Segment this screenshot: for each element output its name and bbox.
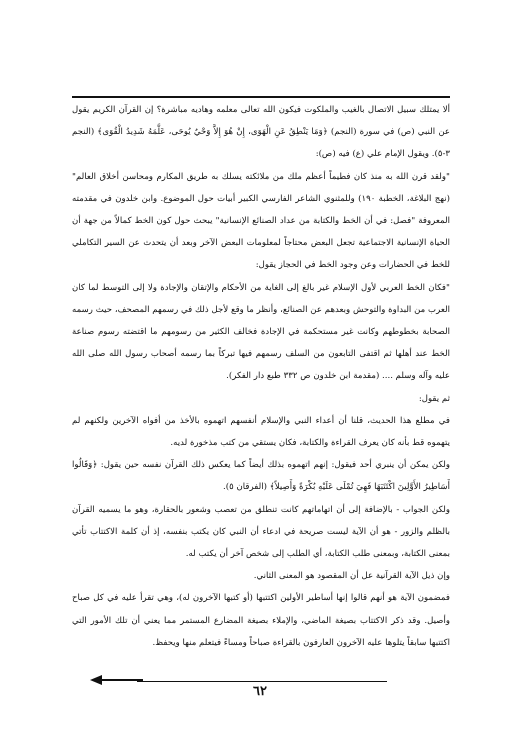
paragraph-9: فمضمون الآية هو أنهم قالوا إنها أساطير الأولين اكتتبها (أو كتبها الآخرون له)، وهي تقرأ عليه في كل صباح وأصيل. وقد ذكر الاكتتاب بصيغة الماضي، والإملاء بصيغة المضارع المستمر مما يعني أن تلك الأمور التي اكتتبها سابقاً يتلوها عليه الآخرون العارفون بالقراءة صباحاً ومساءً فيتعلم منها ويحفظ.	[72, 593, 450, 648]
paragraph-2: "ولقد قرن الله به منذ كان فطيماً أعظم ملك من ملائكته يسلك به طريق المكارم ومحاسن أخلاق العالم" (نهج البلاغة، الخطبة ١٩٠) وللمثنوي الشاعر الفارسي الكبير أبيات حول الموضوع. وابن خلدون في مقدمته المعروفة "فصل: في أن الخط والكتابة من عداد الصنائع الإنسانية" يبحث حول كون الخط كمالاً من جهة أن الحياة الإنسانية الاجتماعية تجعل البعض محتاجاً لمعلومات البعض الآخر وبعد أن يتحدث عن السير التكاملي للخط في الحضارات وعن وجود الخط في الحجاز يقول:	[72, 171, 450, 271]
paragraph-4: ثم يقول:	[418, 393, 450, 404]
page-number: ٦٢	[253, 684, 267, 699]
paragraph-5: في مطلع هذا الحديث، قلنا أن أعداء النبي والإسلام أنفسهم اتهموه بالأخذ من أفواه الآخرين ولكنهم لم يتهموه قط بأنه كان يعرف القراءة والكتابة، فكان يستقي من كتب مذخورة لديه.	[72, 415, 450, 449]
paragraph-6: ولكن يمكن أن ينبري أحد فيقول: إنهم اتهموه بذلك أيضاً كما يعكس ذلك القرآن نفسه حين يقول: ﴿وَقَالُوا أَسَاطِيرُ الأَوَّلِينَ اكْتَتَبَهَا فَهِيَ تُمْلَى عَلَيْهِ بُكْرَةً وَأَصِيلاً﴾ (الفرقان ٥).	[72, 460, 450, 493]
header-rule	[72, 96, 450, 98]
paragraph-8: وإن ذيل الآية القرآنية عل أن المقصود هو المعنى الثاني.	[253, 571, 450, 582]
footer-rule	[137, 681, 387, 682]
paragraph-7: ولكن الجواب - بالإضافة إلى أن اتهاماتهم كانت تنطلق من تعصب وشعور بالحقارة، وهو ما يسميه القرآن بالظلم والزور - هو أن الآية ليست صريحة في ادعاء أن النبي كان يكتب بنفسه، إذ أن كلمة الاكتتاب تأتي بمعنى الكتابة، وبمعنى طلب الكتابة، أي الطلب إلى شخص آخر أن يكتب له.	[72, 504, 450, 560]
paragraph-1: ألا يمتلك سبيل الاتصال بالغيب والملكوت فيكون الله تعالى معلمه وهاديه مباشرة؟ إن القرآن الكريم يقول عن النبي (ص) في سورة (النجم) ﴿وَمَا يَنْطِقُ عَنِ الْهَوَى، إِنْ هُوَ إِلاَّ وَحْيٌ يُوحَى، عَلَّمَهُ شَدِيدُ الْقُوَى﴾ (النجم ٣-٥). ويقول الإمام علي (ع) فيه (ص):	[72, 105, 450, 160]
left-arrow-icon	[90, 674, 144, 686]
paragraph-3: "فكان الخط العربي لأول الإسلام غير بالغ إلى الغاية من الأحكام والإتقان والإجادة ولا إلى التوسط لما كان العرب من البداوة والتوحش وبعدهم عن الصنائع، وأنظر ما وقع لأجل ذلك في رسمهم المصحف، حيث رسمه الصحابة بخطوطهم وكانت غير مستحكمة في الإجادة فخالف الكثير من رسومهم ما اقتضته رسوم صناعة الخط عند أهلها ثم اقتفى التابعون من السلف رسمهم فيها تبركاً بما رسمه أصحاب رسول الله صلى الله عليه وآله وسلم .... (مقدمة ابن خلدون ص ٣٣٢ طبع دار الفكر).	[72, 282, 450, 382]
body-text	[72, 99, 450, 654]
